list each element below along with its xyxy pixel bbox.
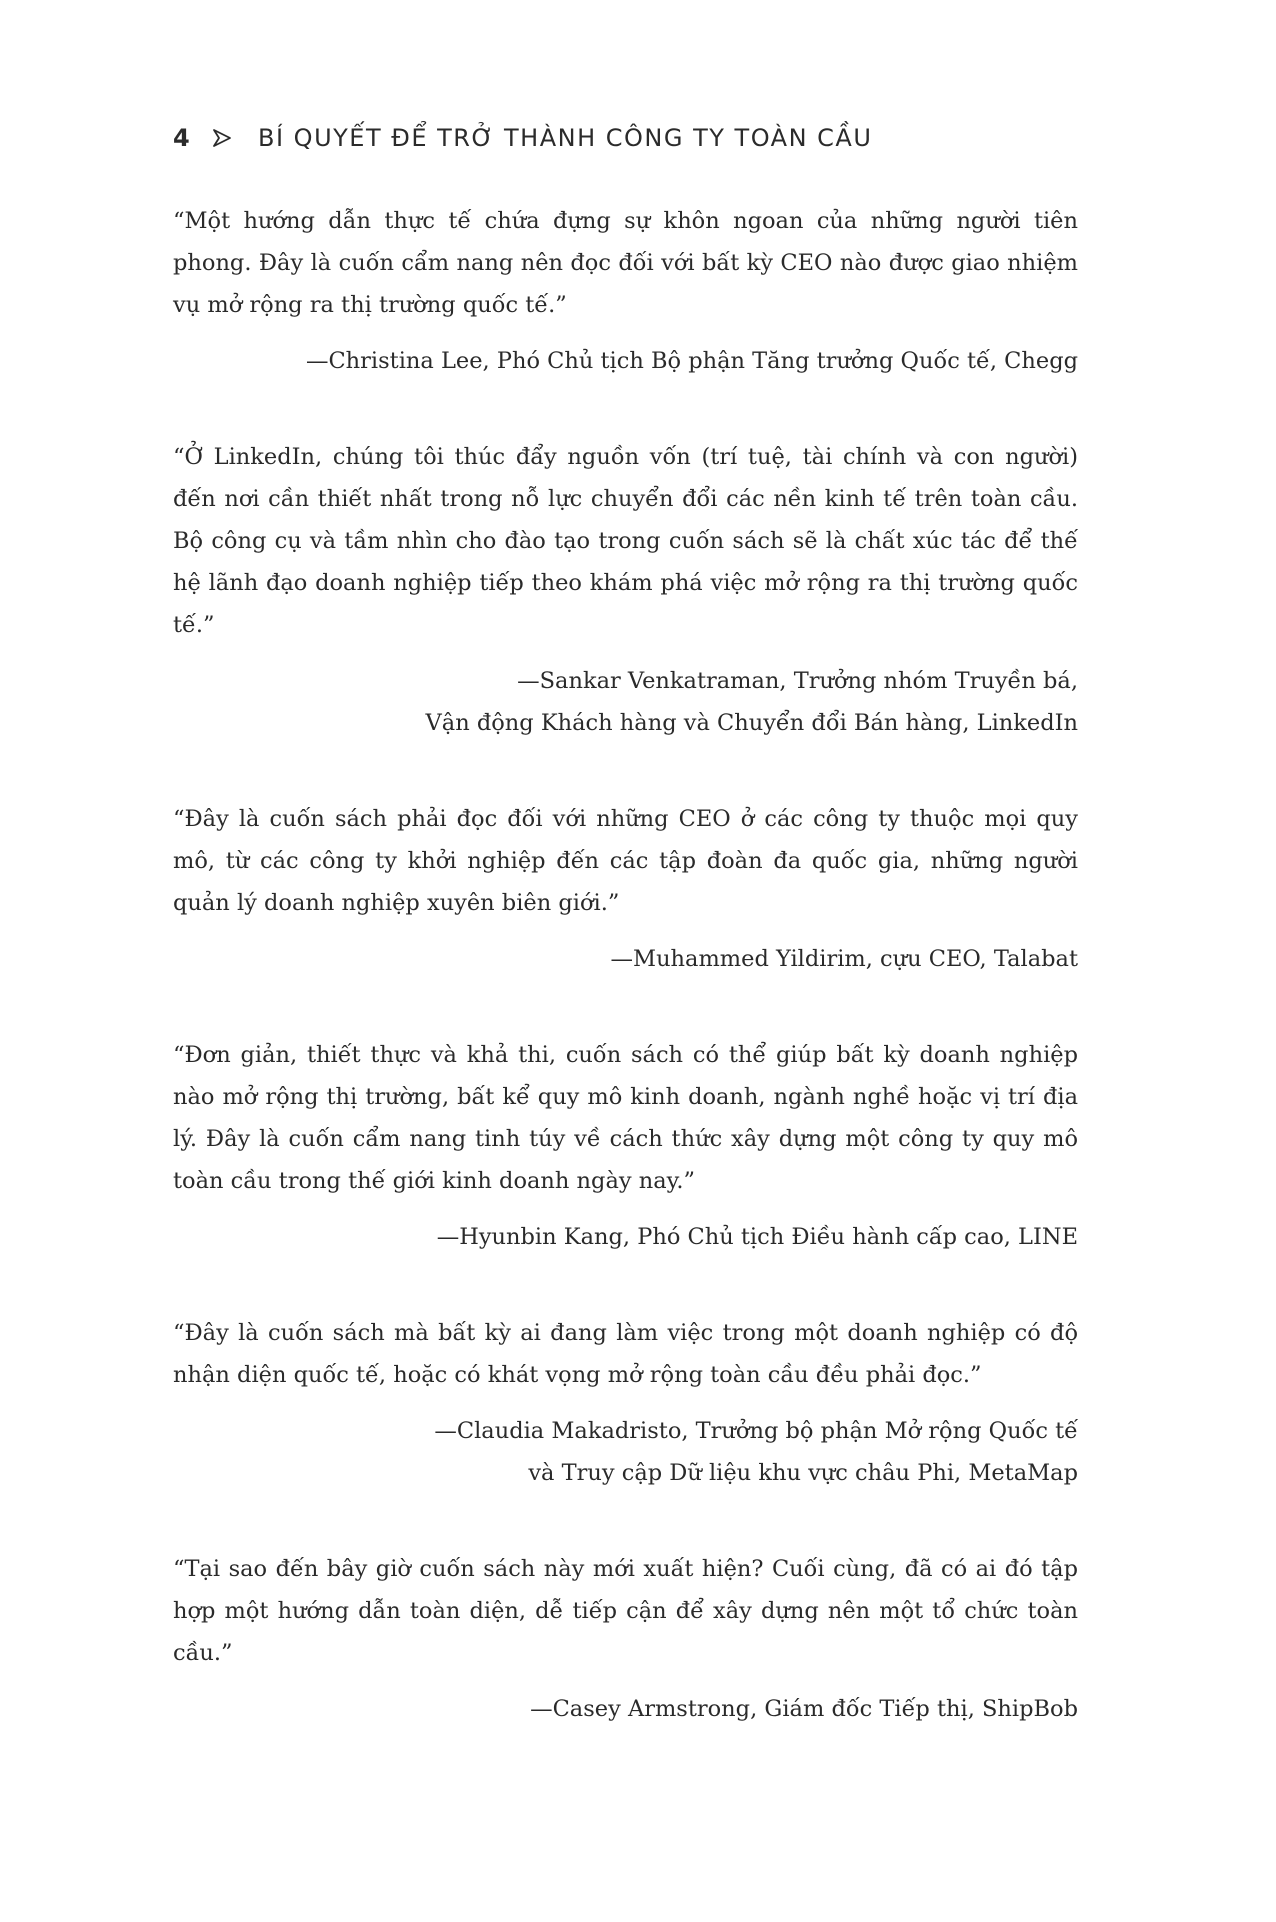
blurb	[173, 436, 1078, 744]
blurb-list	[173, 200, 1078, 1730]
blurb-quote: “Ở LinkedIn, chúng tôi thúc đẩy nguồn vốn (trí tuệ, tài chính và con người) đến nơi cần thiết nhất trong nỗ lực chuyển đổi các nền kinh tế trên toàn cầu. Bộ công cụ và tầm nhìn cho đào tạo trong cuốn sách sẽ là chất xúc tác để thế hệ lãnh đạo doanh nghiệp tiếp theo khám phá việc mở rộng ra thị trường quốc tế.”	[173, 444, 1078, 638]
arrow-right-icon	[211, 127, 233, 149]
attribution-line: —Casey Armstrong, Giám đốc Tiếp thị, ShipBob	[530, 1696, 1078, 1722]
blurb-quote: “Đây là cuốn sách mà bất kỳ ai đang làm việc trong một doanh nghiệp có độ nhận diện quốc tế, hoặc có khát vọng mở rộng toàn cầu đều phải đọc.”	[173, 1320, 1078, 1388]
attribution-line: và Truy cập Dữ liệu khu vực châu Phi, MetaMap	[528, 1460, 1078, 1486]
blurb-quote: “Đơn giản, thiết thực và khả thi, cuốn sách có thể giúp bất kỳ doanh nghiệp nào mở rộng thị trường, bất kể quy mô kinh doanh, ngành nghề hoặc vị trí địa lý. Đây là cuốn cẩm nang tinh túy về cách thức xây dựng một công ty quy mô toàn cầu trong thế giới kinh doanh ngày nay.”	[173, 1042, 1078, 1194]
attribution-line: Vận động Khách hàng và Chuyển đổi Bán hàng, LinkedIn	[425, 710, 1078, 736]
blurb-attribution	[173, 340, 1078, 382]
blurb-quote: “Đây là cuốn sách phải đọc đối với những CEO ở các công ty thuộc mọi quy mô, từ các công ty khởi nghiệp đến các tập đoàn đa quốc gia, những người quản lý doanh nghiệp xuyên biên giới.”	[173, 806, 1078, 916]
blurb	[173, 798, 1078, 980]
blurb-quote: “Một hướng dẫn thực tế chứa đựng sự khôn ngoan của những người tiên phong. Đây là cuốn cẩm nang nên đọc đối với bất kỳ CEO nào được giao nhiệm vụ mở rộng ra thị trường quốc tế.”	[173, 208, 1078, 318]
blurb	[173, 1548, 1078, 1730]
running-head	[173, 118, 872, 158]
page-number: 4	[173, 124, 192, 152]
blurb	[173, 1312, 1078, 1494]
blurb-quote: “Tại sao đến bây giờ cuốn sách này mới xuất hiện? Cuối cùng, đã có ai đó tập hợp một hướng dẫn toàn diện, dễ tiếp cận để xây dựng nên một tổ chức toàn cầu.”	[173, 1556, 1078, 1666]
attribution-line: —Claudia Makadristo, Trưởng bộ phận Mở rộng Quốc tế	[434, 1418, 1078, 1444]
blurb-attribution	[173, 1688, 1078, 1730]
attribution-line: —Christina Lee, Phó Chủ tịch Bộ phận Tăng trưởng Quốc tế, Chegg	[305, 348, 1078, 374]
attribution-line: —Hyunbin Kang, Phó Chủ tịch Điều hành cấp cao, LINE	[436, 1224, 1078, 1250]
blurb-attribution	[173, 1216, 1078, 1258]
attribution-line: —Sankar Venkatraman, Trưởng nhóm Truyền bá,	[517, 668, 1078, 694]
blurb-attribution	[173, 660, 1078, 744]
blurb	[173, 200, 1078, 382]
book-title: BÍ QUYẾT ĐỂ TRỞ THÀNH CÔNG TY TOÀN CẦU	[258, 124, 873, 152]
attribution-line: —Muhammed Yildirim, cựu CEO, Talabat	[610, 946, 1078, 972]
blurb-attribution	[173, 938, 1078, 980]
blurb-attribution	[173, 1410, 1078, 1494]
blurb	[173, 1034, 1078, 1258]
